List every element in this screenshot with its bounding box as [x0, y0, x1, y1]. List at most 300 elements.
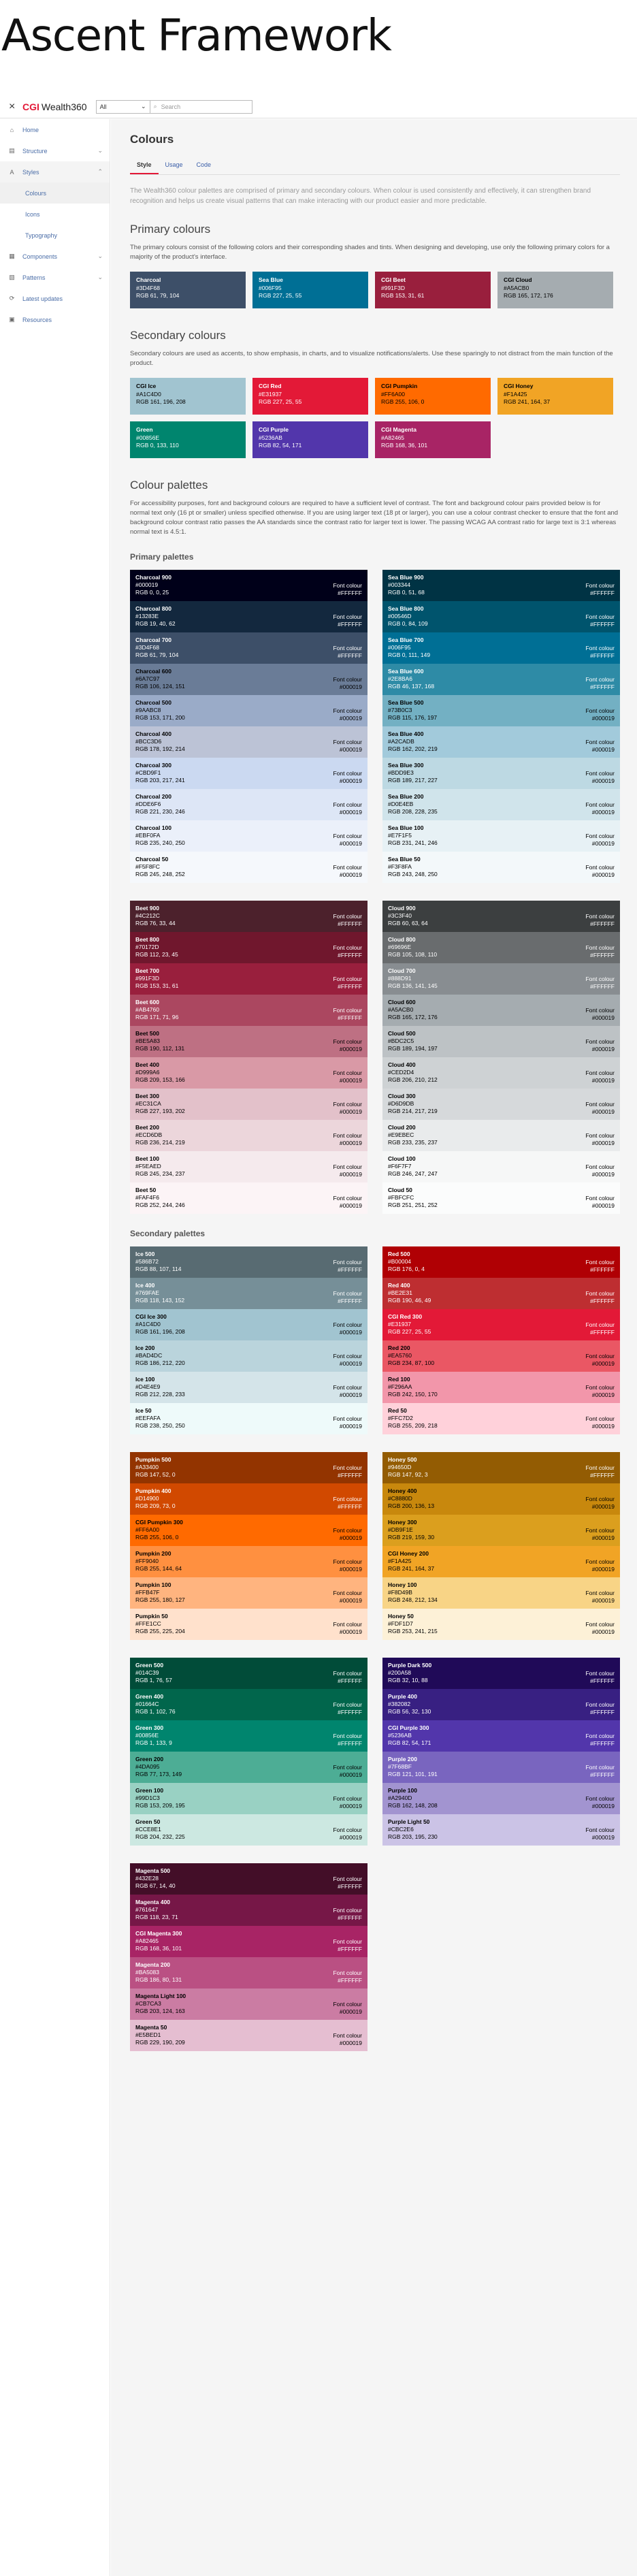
- palette-swatch: [382, 1057, 620, 1089]
- font-colour-label: Font colour: [333, 1621, 362, 1628]
- swatch-rgb: RGB 165, 172, 176: [388, 1014, 438, 1020]
- palette-swatch: [382, 1120, 620, 1151]
- swatch-name: Purple Dark 500: [388, 1662, 432, 1669]
- font-colour-label: Font colour: [585, 1764, 615, 1771]
- swatch-hex: #CCE8E1: [135, 1826, 161, 1833]
- font-colour-hex: #FFFFFF: [590, 621, 615, 628]
- font-colour-hex: #000019: [591, 1171, 615, 1178]
- banner-title: Ascent Framework: [1, 11, 391, 61]
- palette-swatch: [382, 1752, 620, 1783]
- swatch-name: Cloud 500: [388, 1030, 416, 1037]
- font-colour-hex: #000019: [339, 715, 362, 722]
- swatch-hex: #F6F7F7: [388, 1163, 412, 1170]
- font-colour-info: [333, 1875, 362, 1890]
- swatch-name: Magenta 200: [135, 1961, 171, 1968]
- swatch-hex: #73B0C3: [388, 707, 412, 713]
- font-colour-info: [333, 1496, 362, 1511]
- swatch-name: Cloud 300: [388, 1093, 416, 1099]
- swatch-hex: #F3F8FA: [388, 863, 412, 870]
- font-colour-hex: #FFFFFF: [338, 983, 362, 990]
- palette-swatch: [130, 1057, 368, 1089]
- font-colour-info: [333, 1259, 362, 1274]
- font-colour-label: Font colour: [333, 1321, 362, 1328]
- font-colour-hex: #FFFFFF: [590, 590, 615, 596]
- swatch-rgb: RGB 105, 108, 110: [388, 951, 438, 958]
- swatch-name: Green 100: [135, 1787, 164, 1794]
- font-colour-label: Font colour: [333, 1163, 362, 1170]
- font-colour-hex: #000019: [591, 871, 615, 878]
- palette-swatch: [130, 852, 368, 883]
- swatch-name: Purple 100: [388, 1787, 417, 1794]
- sidebar-item-styles[interactable]: [0, 161, 110, 182]
- colour-name: CGI Beet: [381, 276, 406, 283]
- swatch-rgb: RGB 186, 212, 220: [135, 1359, 185, 1366]
- colour-rgb: RGB 161, 196, 208: [136, 398, 186, 405]
- colour-card: [497, 378, 613, 415]
- colour-card: [497, 272, 613, 308]
- swatch-rgb: RGB 46, 137, 168: [388, 683, 435, 690]
- swatch-hex: #586B72: [135, 1258, 159, 1265]
- font-colour-hex: #000019: [339, 1140, 362, 1146]
- swatch-rgb: RGB 112, 23, 45: [135, 951, 178, 958]
- swatch-name: Beet 50: [135, 1187, 157, 1193]
- font-colour-label: Font colour: [333, 1132, 362, 1139]
- swatch-name: Magenta 500: [135, 1867, 171, 1874]
- swatch-rgb: RGB 241, 164, 37: [388, 1565, 435, 1572]
- font-colour-label: Font colour: [585, 864, 615, 871]
- font-colour-info: [333, 1907, 362, 1922]
- palette-swatch: [130, 1452, 368, 1483]
- font-colour-info: [333, 1969, 362, 1984]
- font-colour-hex: #FFFFFF: [338, 1014, 362, 1021]
- font-colour-hex: #000019: [339, 1108, 362, 1115]
- font-colour-label: Font colour: [333, 833, 362, 839]
- font-colour-label: Font colour: [585, 976, 615, 982]
- swatch-rgb: RGB 251, 251, 252: [388, 1202, 438, 1208]
- palette-column: [382, 570, 620, 883]
- swatch-hex: #432E28: [135, 1875, 159, 1882]
- palette-swatch: [130, 1089, 368, 1120]
- swatch-hex: #EBF0FA: [135, 832, 161, 839]
- sidebar-item-colours[interactable]: [0, 182, 110, 204]
- colour-rgb: RGB 82, 54, 171: [259, 442, 302, 449]
- font-colour-label: Font colour: [585, 1069, 615, 1076]
- sidebar-item-components[interactable]: [0, 246, 110, 267]
- font-colour-info: [585, 833, 615, 848]
- font-colour-info: [333, 1701, 362, 1716]
- palette-swatch: [382, 1783, 620, 1814]
- swatch-name: CGI Purple 300: [388, 1724, 429, 1731]
- colour-card: [130, 421, 246, 458]
- swatch-hex: #CBC2E6: [388, 1826, 414, 1833]
- swatch-name: Cloud 600: [388, 999, 416, 1005]
- font-colour-hex: #000019: [591, 1360, 615, 1367]
- font-colour-label: Font colour: [585, 1038, 615, 1045]
- swatch-rgb: RGB 203, 195, 230: [388, 1833, 438, 1840]
- swatch-rgb: RGB 1, 102, 76: [135, 1708, 176, 1715]
- font-colour-hex: #000019: [339, 1077, 362, 1084]
- swatch-rgb: RGB 153, 209, 195: [135, 1802, 185, 1809]
- swatch-hex: #CED2D4: [388, 1069, 414, 1076]
- font-colour-info: [585, 1007, 615, 1022]
- close-icon[interactable]: ×: [9, 100, 16, 112]
- palette-swatch: [130, 1926, 368, 1957]
- swatch-name: Sea Blue 500: [388, 699, 424, 706]
- secondary-colours-text: Secondary colours are used as accents, to show emphasis, in charts, and to visualize notifications/alerts. Use these sparingly to not distract from the main function of the product.: [130, 350, 613, 367]
- swatch-rgb: RGB 0, 0, 25: [135, 589, 169, 596]
- font-colour-info: [585, 1163, 615, 1178]
- font-colour-hex: #FFFFFF: [338, 1472, 362, 1479]
- font-colour-hex: #FFFFFF: [338, 590, 362, 596]
- palette-swatch: [382, 963, 620, 995]
- palette-swatch: [130, 995, 368, 1026]
- swatch-rgb: RGB 189, 194, 197: [388, 1045, 438, 1052]
- font-colour-info: [333, 1353, 362, 1368]
- font-colour-info: [333, 1527, 362, 1542]
- swatch-rgb: RGB 190, 46, 49: [388, 1297, 431, 1304]
- palette-swatch: [382, 852, 620, 883]
- colour-rgb: RGB 241, 164, 37: [504, 398, 551, 405]
- sidebar-item-label: Latest updates: [22, 295, 63, 302]
- palette-swatch: [130, 1182, 368, 1214]
- swatch-hex: #FF6A00: [135, 1526, 159, 1533]
- font-colour-info: [333, 1101, 362, 1116]
- palette-column: [130, 901, 368, 1214]
- palette-column: [130, 570, 368, 883]
- sidebar-item-patterns[interactable]: [0, 267, 110, 288]
- palette-swatch: [130, 1720, 368, 1752]
- swatch-name: Sea Blue 400: [388, 730, 424, 737]
- styles-icon: A: [10, 168, 14, 176]
- palette-row: [130, 1246, 620, 1434]
- colour-name: CGI Purple: [259, 426, 289, 433]
- palette-swatch: [382, 1689, 620, 1720]
- sidebar-item-home[interactable]: [0, 119, 110, 140]
- font-colour-label: Font colour: [333, 1101, 362, 1108]
- swatch-hex: #EA5760: [388, 1352, 412, 1359]
- colour-hex: #F1A425: [504, 391, 527, 398]
- swatch-name: Beet 500: [135, 1030, 159, 1037]
- sidebar-item-structure[interactable]: [0, 140, 110, 161]
- search-scope-select[interactable]: [96, 100, 150, 114]
- tab-usage[interactable]: Usage: [165, 161, 183, 168]
- swatch-hex: #FF9040: [135, 1558, 159, 1564]
- palette-swatch: [130, 1403, 368, 1434]
- font-colour-info: [333, 1290, 362, 1305]
- font-colour-hex: #FFFFFF: [338, 1298, 362, 1304]
- sidebar-item-resources[interactable]: [0, 309, 110, 330]
- swatch-hex: #A33400: [135, 1464, 159, 1470]
- palette-swatch: [382, 1372, 620, 1403]
- font-colour-info: [333, 1464, 362, 1479]
- colour-hex: #3D4F68: [136, 285, 160, 291]
- palette-swatch: [382, 1151, 620, 1182]
- font-colour-hex: #FFFFFF: [338, 1503, 362, 1510]
- swatch-hex: #99D1C3: [135, 1794, 160, 1801]
- palette-swatch: [382, 1403, 620, 1434]
- colour-rgb: RGB 0, 133, 110: [136, 442, 179, 449]
- font-colour-hex: #000019: [591, 1423, 615, 1430]
- font-colour-label: Font colour: [585, 1701, 615, 1708]
- font-colour-info: [333, 976, 362, 991]
- font-colour-info: [585, 1195, 615, 1210]
- font-colour-info: [585, 1415, 615, 1430]
- swatch-name: Ice 100: [135, 1376, 155, 1383]
- font-colour-hex: #FFFFFF: [338, 952, 362, 959]
- palette-row: [130, 1863, 620, 2051]
- swatch-rgb: RGB 255, 180, 127: [135, 1596, 185, 1603]
- swatch-hex: #769FAE: [135, 1289, 159, 1296]
- colour-rgb: RGB 227, 25, 55: [259, 292, 302, 299]
- swatch-rgb: RGB 255, 225, 204: [135, 1628, 185, 1635]
- swatch-rgb: RGB 136, 141, 145: [388, 982, 438, 989]
- swatch-name: Charcoal 600: [135, 668, 172, 675]
- font-colour-info: [585, 1764, 615, 1779]
- swatch-name: Cloud 200: [388, 1124, 416, 1131]
- swatch-rgb: RGB 208, 228, 235: [388, 808, 438, 815]
- font-colour-info: [585, 1621, 615, 1636]
- swatch-name: Red 200: [388, 1345, 410, 1351]
- font-colour-hex: #FFFFFF: [338, 1914, 362, 1921]
- font-colour-info: [585, 1670, 615, 1685]
- swatch-name: Green 500: [135, 1662, 164, 1669]
- palette-row: [130, 901, 620, 1214]
- font-colour-label: Font colour: [333, 1590, 362, 1596]
- font-colour-info: [333, 582, 362, 597]
- swatch-name: Purple 400: [388, 1693, 417, 1700]
- swatch-rgb: RGB 161, 196, 208: [135, 1328, 185, 1335]
- font-colour-label: Font colour: [585, 1290, 615, 1297]
- swatch-rgb: RGB 248, 212, 134: [388, 1596, 438, 1603]
- palette-swatch: [130, 1515, 368, 1546]
- font-colour-label: Font colour: [585, 1415, 615, 1422]
- font-colour-hex: #FFFFFF: [590, 1329, 615, 1336]
- swatch-hex: #01664C: [135, 1701, 159, 1707]
- swatch-rgb: RGB 0, 51, 68: [388, 589, 425, 596]
- swatch-hex: #BE5A83: [135, 1037, 160, 1044]
- swatch-name: Beet 100: [135, 1155, 159, 1162]
- font-colour-hex: #000019: [591, 715, 615, 722]
- font-colour-label: Font colour: [333, 707, 362, 714]
- swatch-hex: #D0E4EB: [388, 801, 414, 807]
- font-colour-hex: #000019: [339, 840, 362, 847]
- font-colour-info: [333, 944, 362, 959]
- font-colour-info: [585, 770, 615, 785]
- swatch-name: Red 500: [388, 1251, 410, 1257]
- font-colour-hex: #000019: [339, 1834, 362, 1841]
- swatch-name: Purple 200: [388, 1756, 417, 1762]
- swatch-hex: #BDD9E3: [388, 769, 414, 776]
- font-colour-label: Font colour: [333, 1969, 362, 1976]
- font-colour-label: Font colour: [585, 944, 615, 951]
- palette-swatch: [130, 601, 368, 632]
- font-colour-label: Font colour: [333, 1069, 362, 1076]
- palette-swatch: [130, 963, 368, 995]
- colour-rgb: RGB 165, 172, 176: [504, 292, 553, 299]
- font-colour-hex: #000019: [339, 1423, 362, 1430]
- font-colour-label: Font colour: [585, 1670, 615, 1677]
- palette-swatch: [130, 726, 368, 758]
- swatch-hex: #13283E: [135, 613, 159, 619]
- tab-style[interactable]: Style: [130, 157, 159, 174]
- swatch-name: Honey 300: [388, 1519, 417, 1526]
- swatch-name: Sea Blue 50: [388, 856, 421, 863]
- colour-rgb: RGB 255, 106, 0: [381, 398, 425, 405]
- font-colour-info: [585, 1259, 615, 1274]
- palette-swatch: [382, 601, 620, 632]
- swatch-name: Magenta Light 100: [135, 1993, 186, 1999]
- font-colour-info: [333, 2032, 362, 2047]
- font-colour-hex: #000019: [591, 1834, 615, 1841]
- font-colour-info: [333, 739, 362, 754]
- palette-swatch: [130, 1372, 368, 1403]
- font-colour-hex: #000019: [591, 1077, 615, 1084]
- swatch-name: Sea Blue 800: [388, 605, 424, 612]
- font-colour-label: Font colour: [333, 1558, 362, 1565]
- swatch-hex: #4C212C: [135, 912, 160, 919]
- swatch-name: CGI Honey 200: [388, 1550, 429, 1557]
- swatch-rgb: RGB 189, 217, 227: [388, 777, 438, 784]
- swatch-hex: #BA5083: [135, 1969, 159, 1976]
- colour-hex: #A82465: [381, 434, 405, 441]
- swatch-name: Green 400: [135, 1693, 164, 1700]
- swatch-rgb: RGB 229, 190, 209: [135, 2039, 185, 2046]
- swatch-rgb: RGB 253, 241, 215: [388, 1628, 438, 1635]
- swatch-name: Sea Blue 200: [388, 793, 424, 800]
- sidebar-item-label: Home: [22, 126, 39, 133]
- font-colour-info: [585, 1132, 615, 1147]
- swatch-rgb: RGB 82, 54, 171: [388, 1739, 431, 1746]
- swatch-hex: #FFC7D2: [388, 1415, 413, 1421]
- font-colour-label: Font colour: [333, 770, 362, 777]
- swatch-rgb: RGB 236, 214, 219: [135, 1139, 185, 1146]
- font-colour-label: Font colour: [333, 1907, 362, 1914]
- sidebar-item-icons[interactable]: [0, 204, 110, 225]
- palette-swatch: [382, 1278, 620, 1309]
- swatch-name: Ice 50: [135, 1407, 152, 1414]
- secondary-colour-cards: [130, 378, 620, 458]
- palette-swatch: [382, 758, 620, 789]
- swatch-rgb: RGB 233, 235, 237: [388, 1139, 438, 1146]
- font-colour-hex: #000019: [339, 1566, 362, 1573]
- colour-card: [252, 272, 368, 308]
- font-colour-hex: #000019: [339, 1329, 362, 1336]
- swatch-rgb: RGB 60, 63, 64: [388, 920, 428, 927]
- swatch-name: Sea Blue 100: [388, 824, 424, 831]
- app-logo[interactable]: [22, 101, 87, 112]
- font-colour-info: [333, 1764, 362, 1779]
- search-input[interactable]: [150, 100, 252, 114]
- palette-swatch: [130, 1340, 368, 1372]
- swatch-hex: #5236AB: [388, 1732, 412, 1739]
- font-colour-info: [333, 913, 362, 928]
- swatch-hex: #A5ACB0: [388, 1006, 414, 1013]
- sidebar-item-label: Typography: [25, 231, 58, 239]
- home-icon: ⌂: [10, 126, 14, 133]
- swatch-hex: #9AABC8: [135, 707, 161, 713]
- font-colour-label: Font colour: [585, 1590, 615, 1596]
- search-placeholder: Search: [161, 103, 181, 110]
- swatch-rgb: RGB 1, 76, 57: [135, 1677, 172, 1684]
- font-colour-label: Font colour: [585, 1321, 615, 1328]
- font-colour-hex: #000019: [591, 1108, 615, 1115]
- palette-swatch: [130, 632, 368, 664]
- swatch-rgb: RGB 190, 112, 131: [135, 1045, 185, 1052]
- font-colour-label: Font colour: [585, 913, 615, 920]
- font-colour-hex: #FFFFFF: [590, 652, 615, 659]
- swatch-hex: #C8880D: [388, 1495, 412, 1502]
- font-colour-info: [333, 1321, 362, 1336]
- sidebar-item-typography[interactable]: [0, 225, 110, 246]
- primary-palettes-heading: Primary palettes: [130, 552, 194, 562]
- font-colour-info: [333, 1590, 362, 1605]
- swatch-rgb: RGB 203, 124, 163: [135, 2008, 185, 2014]
- swatch-name: Purple Light 50: [388, 1818, 430, 1825]
- font-colour-info: [585, 676, 615, 691]
- font-colour-info: [333, 1163, 362, 1178]
- chevron-down-icon: ⌄: [97, 147, 103, 154]
- font-colour-info: [333, 864, 362, 879]
- palette-swatch: [382, 1515, 620, 1546]
- swatch-hex: #6A7C97: [135, 675, 160, 682]
- palette-swatch: [382, 820, 620, 852]
- font-colour-info: [585, 1558, 615, 1573]
- palette-swatch: [130, 758, 368, 789]
- swatch-name: Sea Blue 300: [388, 762, 424, 769]
- colour-hex: #991F3D: [381, 285, 405, 291]
- page-title: Colours: [130, 133, 174, 146]
- swatch-name: Pumpkin 50: [135, 1613, 168, 1620]
- font-colour-label: Font colour: [333, 1826, 362, 1833]
- swatch-hex: #2E8BA6: [388, 675, 412, 682]
- swatch-hex: #F5EAED: [135, 1163, 161, 1170]
- font-colour-hex: #000019: [339, 1597, 362, 1604]
- resources-icon: ▣: [9, 316, 15, 323]
- swatch-hex: #EC31CA: [135, 1100, 161, 1107]
- font-colour-info: [333, 1069, 362, 1084]
- font-colour-label: Font colour: [585, 1353, 615, 1359]
- swatch-name: CGI Red 300: [388, 1313, 423, 1320]
- palette-column: [130, 1863, 368, 2051]
- font-colour-label: Font colour: [585, 676, 615, 683]
- swatch-name: Honey 100: [388, 1581, 417, 1588]
- tab-code[interactable]: Code: [196, 161, 212, 168]
- font-colour-hex: #000019: [339, 1360, 362, 1367]
- swatch-rgb: RGB 147, 92, 3: [388, 1471, 428, 1478]
- font-colour-info: [585, 1590, 615, 1605]
- swatch-hex: #00546D: [388, 613, 412, 619]
- colour-rgb: RGB 168, 36, 101: [381, 442, 428, 449]
- sidebar-item-label: Colours: [25, 189, 47, 197]
- chevron-up-icon: ⌃: [97, 168, 103, 175]
- swatch-hex: #70172D: [135, 944, 159, 950]
- palette-column: [382, 1246, 620, 1434]
- palette-swatch: [382, 1720, 620, 1752]
- swatch-name: Charcoal 700: [135, 637, 172, 643]
- swatch-rgb: RGB 162, 148, 208: [388, 1802, 438, 1809]
- palette-swatch: [130, 1278, 368, 1309]
- swatch-rgb: RGB 56, 32, 130: [388, 1708, 431, 1715]
- font-colour-hex: #000019: [591, 1534, 615, 1541]
- font-colour-hex: #000019: [591, 1046, 615, 1052]
- sidebar-item-latest-updates[interactable]: [0, 288, 110, 309]
- font-colour-hex: #000019: [591, 746, 615, 753]
- swatch-name: Charcoal 300: [135, 762, 172, 769]
- font-colour-info: [585, 1733, 615, 1748]
- font-colour-hex: #000019: [339, 2008, 362, 2015]
- sidebar: [0, 119, 110, 2576]
- swatch-rgb: RGB 246, 247, 247: [388, 1170, 438, 1177]
